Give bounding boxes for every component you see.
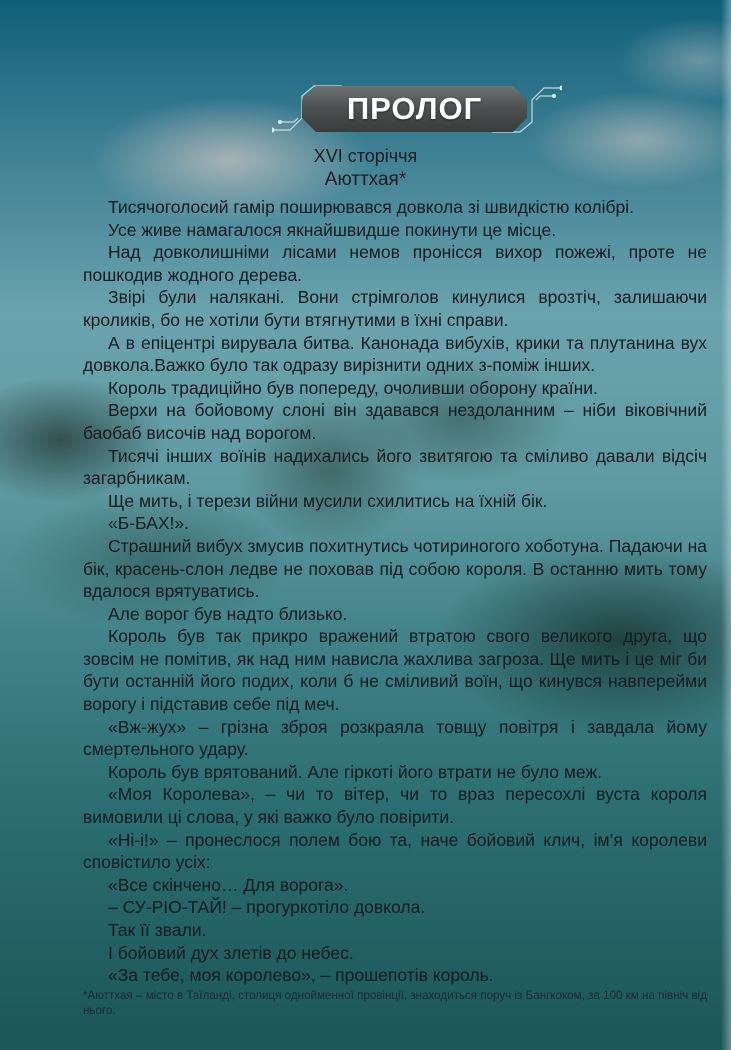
paragraph: Звірі були налякані. Вони стрімголов кинулися врозтіч, залишаючи кроликів, бо не хотіли бути втягнутими в їхні справи. [83, 287, 707, 330]
paragraph: «Все скінчено… Для ворога». [108, 874, 349, 895]
title-banner [302, 86, 527, 132]
paragraph: Тисячоголосий гамір поширювався довкола зі швидкістю колібрі. [108, 197, 635, 217]
paragraph: Верхи на бойовому слоні він здавався нездоланним – ніби віковічний баобаб височів над ворогом. [83, 400, 707, 443]
paragraph: «За тебе, моя королево», – прошепотів король. [108, 965, 494, 986]
paragraph: Над довколишніми лісами немов пронісся вихор пожежі, проте не пошкодив жодного дерева. [83, 242, 707, 285]
prologue-text [83, 196, 707, 987]
paragraph: – СУ-РІО-ТАЙ! – прогуркотіло довкола. [108, 897, 426, 918]
paragraph: Ще мить, і терези війни мусили схилитись на їхній бік. [108, 490, 548, 511]
paragraph: «Б-БАХ!». [108, 513, 189, 534]
subtitle-place: Аюттхая* [324, 169, 407, 190]
paragraph: Усе живе намагалося якнайшвидше покинути це місце. [108, 219, 557, 240]
paragraph: Але ворог був надто близько. [108, 603, 348, 624]
chapter-title: ПРОЛОГ [346, 91, 483, 126]
footnote: *Аюттхая – місто в Таїланді, столиця однойменної провінції, знаходиться поруч із Бангкоком, за 100 км на північ від нього. [83, 989, 707, 1017]
paragraph: Так її звали. [108, 920, 207, 940]
paragraph: Страшний вибух змусив похитнутись чотириногого хоботуна. Падаючи на бік, красень-слон ледве не поховав під собою короля. В останню мить тому вдалося врятуватись. [83, 535, 707, 602]
paragraph: Король був так прикро вражений втратою свого великого друга, що зовсім не помітив, як над ним нависла жахлива загроза. Ще мить і це міг би бути останній його подих, коли б не сміливий воїн, що кинувся навперейми ворогу і підставив себе під меч. [83, 626, 707, 715]
paragraph: «Ні-і!» – пронеслося полем бою та, наче бойовий клич, ім’я королеви сповістило усіх: [83, 829, 707, 873]
paragraph: «Вж-жух» – грізна зброя розкраяла товщу повітря і завдала йому смертельного удару. [83, 716, 707, 760]
paragraph: А в епіцентрі вирувала битва. Канонада вибухів, крики та плутанина вух довкола.Важко було так одразу вирізнити одних з-поміж інших. [83, 332, 707, 376]
paragraph: Тисячі інших воїнів надихались його звитягою та сміливо давали відсіч загарбникам. [83, 445, 707, 489]
paragraph: «Моя Королева», – чи то вітер, чи то враз пересохлі вуста короля вимовили ці слова, у які важко було повірити. [83, 784, 707, 828]
paragraph: Король традиційно був попереду, очоливши оборону країни. [108, 377, 598, 398]
paragraph: Король був врятований. Але гіркоті його втрати не було меж. [108, 761, 602, 782]
subtitle-century: XVI сторіччя [313, 146, 418, 166]
paragraph: І бойовий дух злетів до небес. [108, 942, 354, 963]
